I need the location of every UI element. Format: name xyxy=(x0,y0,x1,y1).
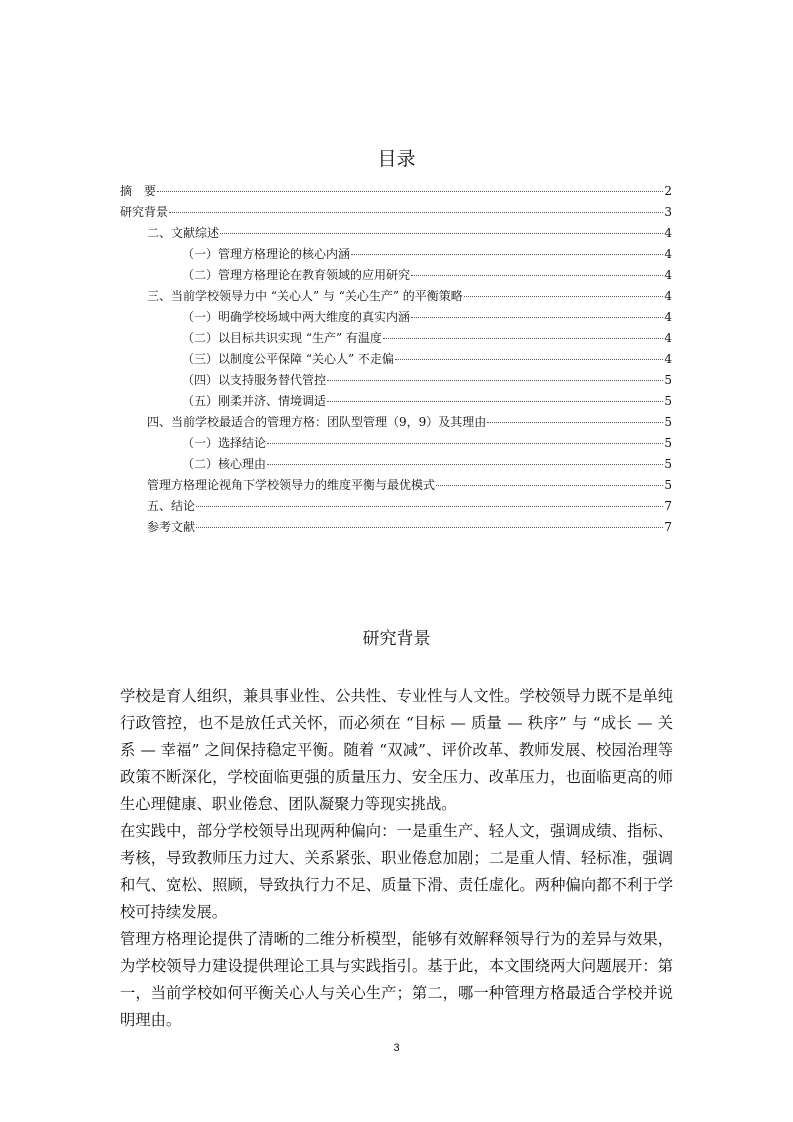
toc-entry-text: （一）管理方格理论的核心内涵 xyxy=(182,247,351,261)
toc-entry-page: 4 xyxy=(664,310,672,324)
toc-entry[interactable] xyxy=(120,328,672,349)
toc-entry-page: 3 xyxy=(664,205,672,219)
toc-leader-dots xyxy=(267,463,663,465)
toc-entry[interactable] xyxy=(120,475,672,496)
toc-entry-text: （三）以制度公平保障 “关心人” 不走偏 xyxy=(182,352,394,366)
section-title: 研究背景 xyxy=(362,629,431,649)
toc-entry-text: （二）核心理由 xyxy=(182,457,267,471)
toc-entry[interactable] xyxy=(120,307,672,328)
toc-entry-page: 4 xyxy=(664,289,672,303)
toc-entry[interactable] xyxy=(120,412,672,433)
toc-leader-dots xyxy=(327,379,663,381)
toc-entry-page: 7 xyxy=(664,520,672,534)
toc-entry-text: （二）以目标共识实现 “生产” 有温度 xyxy=(182,331,382,345)
toc-leader-dots xyxy=(267,442,663,444)
toc-entry-text: 研究背景 xyxy=(120,205,169,219)
toc-title: 目录 xyxy=(377,148,416,170)
toc-leader-dots xyxy=(383,337,663,339)
toc-entry-text: （一）选择结论 xyxy=(182,436,267,450)
toc-entry-text: 管理方格理论视角下学校领导力的维度平衡与最优模式 xyxy=(147,478,436,492)
toc-leader-dots xyxy=(220,232,663,234)
section-body xyxy=(120,683,673,1034)
toc-entry[interactable] xyxy=(120,517,672,538)
toc-leader-dots xyxy=(351,253,663,255)
toc-leader-dots xyxy=(411,274,663,276)
toc-entry[interactable] xyxy=(120,391,672,412)
toc-entry-text: （四）以支持服务替代管控 xyxy=(182,373,327,387)
toc-entry-page: 7 xyxy=(664,499,672,513)
toc-entry[interactable] xyxy=(120,454,672,475)
toc-entry-page: 4 xyxy=(664,331,672,345)
toc-entry-text: 三、当前学校领导力中 “关心人” 与 “关心生产” 的平衡策略 xyxy=(147,289,463,303)
toc-leader-dots xyxy=(411,316,663,318)
toc-entry[interactable] xyxy=(120,181,672,202)
toc-entry-page: 5 xyxy=(664,457,672,471)
toc-leader-dots xyxy=(327,400,663,402)
toc-leader-dots xyxy=(436,484,663,486)
toc-entry-text: （二）管理方格理论在教育领域的应用研究 xyxy=(182,268,411,282)
toc-entry-page: 4 xyxy=(664,247,672,261)
toc-entry-text: （一）明确学校场域中两大维度的真实内涵 xyxy=(182,310,411,324)
toc-entry[interactable] xyxy=(120,433,672,454)
paragraph-2: 在实践中，部分学校领导出现两种偏向：一是重生产、轻人文，强调成绩、指标、考核，导致教师压力过大、关系紧张、职业倦怠加剧；二是重人情、轻标准，强调和气、宽松、照顾，导致执行力不足、质量下滑、责任虚化。两种偏向都不利于学校可持续发展。 xyxy=(120,822,673,921)
paragraph-3: 管理方格理论提供了清晰的二维分析模型，能够有效解释领导行为的差异与效果，为学校领导力建设提供理论工具与实践指引。基于此，本文围绕两大问题展开：第一，当前学校如何平衡关心人与关心生产；第二，哪一种管理方格最适合学校并说明理由。 xyxy=(120,930,673,1029)
page-number: 3 xyxy=(393,1042,400,1054)
toc-entry-text: 摘 要 xyxy=(120,184,157,198)
toc-leader-dots xyxy=(169,211,663,213)
toc-entry-text: 四、当前学校最适合的管理方格：团队型管理（9，9）及其理由 xyxy=(147,415,487,429)
toc-entry-text: 二、文献综述 xyxy=(147,226,220,240)
toc-entry-page: 2 xyxy=(664,184,672,198)
toc-entry-text: 参考文献 xyxy=(147,520,196,534)
toc-entry[interactable] xyxy=(120,202,672,223)
toc-entry-text: （五）刚柔并济、情境调适 xyxy=(182,394,327,408)
toc-entry-page: 4 xyxy=(664,352,672,366)
toc-entry[interactable] xyxy=(120,265,672,286)
toc-entry-page: 5 xyxy=(664,436,672,450)
toc-leader-dots xyxy=(395,358,663,360)
toc-entry[interactable] xyxy=(120,349,672,370)
toc-leader-dots xyxy=(157,190,663,192)
toc-leader-dots xyxy=(196,526,663,528)
toc-leader-dots xyxy=(196,505,663,507)
table-of-contents xyxy=(120,181,672,538)
toc-entry[interactable] xyxy=(120,223,672,244)
toc-entry[interactable] xyxy=(120,286,672,307)
toc-entry-page: 5 xyxy=(664,373,672,387)
toc-leader-dots xyxy=(487,421,663,423)
toc-entry-page: 5 xyxy=(664,415,672,429)
toc-entry-page: 4 xyxy=(664,268,672,282)
toc-entry-page: 5 xyxy=(664,478,672,492)
toc-entry-page: 5 xyxy=(664,394,672,408)
toc-entry-text: 五、结论 xyxy=(147,499,196,513)
toc-entry[interactable] xyxy=(120,496,672,517)
toc-leader-dots xyxy=(464,295,664,297)
toc-entry[interactable] xyxy=(120,370,672,391)
toc-entry-page: 4 xyxy=(664,226,672,240)
paragraph-1: 学校是育人组织，兼具事业性、公共性、专业性与人文性。学校领导力既不是单纯行政管控，也不是放任式关怀，而必须在 “目标 — 质量 — 秩序” 与 “成长 — 关系 — 幸福” 之间保持稳定平衡。随着 “双减”、评价改革、教师发展、校园治理等政策不断深化，学校面临更强的质量压力、安全压力、改革压力，也面临更高的师生心理健康、职业倦怠、团队凝聚力等现实挑战。 xyxy=(120,687,673,813)
toc-entry[interactable] xyxy=(120,244,672,265)
